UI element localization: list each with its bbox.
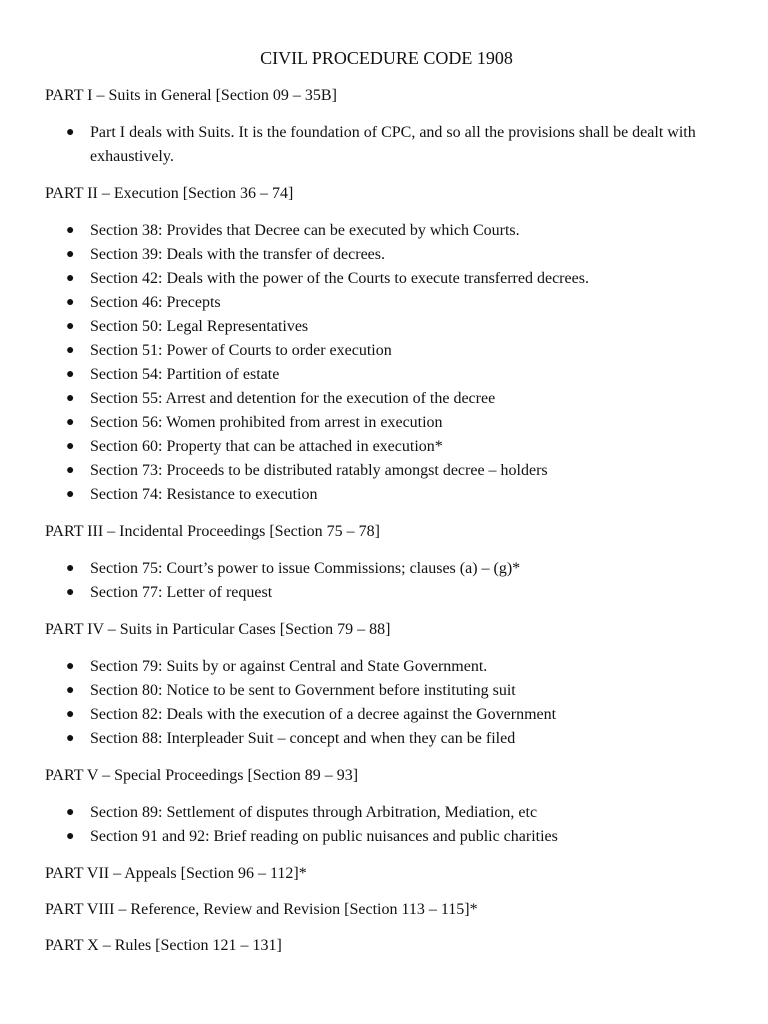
list-item-text: Section 74: Resistance to execution	[90, 486, 318, 503]
part-section	[45, 765, 728, 849]
list-item	[45, 459, 728, 483]
part-heading: PART IV – Suits in Particular Cases [Section 79 – 88]	[45, 621, 391, 638]
part-heading: PART V – Special Proceedings [Section 89 – 93]	[45, 767, 359, 784]
bullet-icon: ●	[66, 731, 75, 746]
list-item-text: Section 79: Suits by or against Central and State Government.	[90, 658, 488, 675]
list-item-text: Section 54: Partition of estate	[90, 366, 280, 383]
section-list	[45, 655, 728, 751]
list-item	[45, 801, 728, 825]
bullet-icon: ●	[66, 343, 75, 358]
list-item	[45, 825, 728, 849]
list-item-text: Section 73: Proceeds to be distributed ratably amongst decree – holders	[90, 462, 548, 479]
part-section	[45, 619, 728, 751]
list-item	[45, 679, 728, 703]
section-list	[45, 219, 728, 507]
list-item	[45, 339, 728, 363]
list-item-text: Section 75: Court’s power to issue Commissions; clauses (a) – (g)*	[90, 560, 521, 577]
bullet-icon: ●	[66, 683, 75, 698]
bullet-icon: ●	[66, 707, 75, 722]
section-list	[45, 801, 728, 849]
list-item	[45, 557, 728, 581]
part-heading: PART III – Incidental Proceedings [Section 75 – 78]	[45, 523, 380, 540]
bullet-icon: ●	[66, 247, 75, 262]
list-item-text: Section 39: Deals with the transfer of decrees.	[90, 246, 386, 263]
list-item	[45, 387, 728, 411]
list-item	[45, 291, 728, 315]
list-item-text: Section 42: Deals with the power of the Courts to execute transferred decrees.	[90, 270, 589, 287]
list-item-text: Section 77: Letter of request	[90, 584, 273, 601]
bullet-icon: ●	[66, 585, 75, 600]
bullet-icon: ●	[66, 805, 75, 820]
bullet-icon: ●	[66, 415, 75, 430]
list-item	[45, 435, 728, 459]
list-item	[45, 315, 728, 339]
part-heading: PART VII – Appeals [Section 96 – 112]*	[45, 865, 307, 882]
bullet-icon: ●	[66, 439, 75, 454]
list-item-text: Section 89: Settlement of disputes through Arbitration, Mediation, etc	[90, 804, 538, 821]
list-item-text: Section 88: Interpleader Suit – concept and when they can be filed	[90, 730, 516, 747]
bullet-icon: ●	[66, 271, 75, 286]
document-title: CIVIL PROCEDURE CODE 1908	[260, 48, 513, 68]
list-item	[45, 581, 728, 605]
part-heading: PART X – Rules [Section 121 – 131]	[45, 937, 282, 954]
list-item	[45, 703, 728, 727]
list-item	[45, 655, 728, 679]
list-item-text: Section 56: Women prohibited from arrest in execution	[90, 414, 443, 431]
list-item-text: Section 50: Legal Representatives	[90, 318, 309, 335]
part-heading: PART I – Suits in General [Section 09 – 35B]	[45, 87, 337, 104]
list-item	[45, 243, 728, 267]
list-item-text: Section 60: Property that can be attached in execution*	[90, 438, 443, 455]
section-list	[45, 121, 728, 169]
list-item	[45, 483, 728, 507]
bullet-icon: ●	[66, 367, 75, 382]
bullet-icon: ●	[66, 295, 75, 310]
part-section	[45, 183, 728, 507]
part-section	[45, 863, 728, 885]
bullet-icon: ●	[66, 223, 75, 238]
list-item-text: Section 82: Deals with the execution of a decree against the Government	[90, 706, 557, 723]
list-item	[45, 363, 728, 387]
list-item	[45, 121, 728, 169]
list-item-text: Section 46: Precepts	[90, 294, 221, 311]
part-section	[45, 935, 728, 957]
list-item	[45, 219, 728, 243]
list-item-text: Section 91 and 92: Brief reading on public nuisances and public charities	[90, 828, 558, 845]
bullet-icon: ●	[66, 487, 75, 502]
list-item	[45, 727, 728, 751]
bullet-icon: ●	[66, 391, 75, 406]
bullet-icon: ●	[66, 561, 75, 576]
part-section	[45, 521, 728, 605]
part-heading: PART VIII – Reference, Review and Revision [Section 113 – 115]*	[45, 901, 478, 918]
parts-container	[45, 85, 728, 957]
bullet-icon: ●	[66, 829, 75, 844]
list-item-text: Section 55: Arrest and detention for the execution of the decree	[90, 390, 496, 407]
bullet-icon: ●	[66, 125, 75, 140]
bullet-icon: ●	[66, 319, 75, 334]
list-item	[45, 411, 728, 435]
part-section	[45, 899, 728, 921]
list-item-text: Section 80: Notice to be sent to Government before instituting suit	[90, 682, 516, 699]
list-item-text: Section 51: Power of Courts to order execution	[90, 342, 392, 359]
section-list	[45, 557, 728, 605]
bullet-icon: ●	[66, 463, 75, 478]
list-item	[45, 267, 728, 291]
list-item-text: Section 38: Provides that Decree can be executed by which Courts.	[90, 222, 520, 239]
bullet-icon: ●	[66, 659, 75, 674]
list-item-text: Part I deals with Suits. It is the foundation of CPC, and so all the provisions shall be dealt with exhaustively.	[90, 124, 696, 165]
part-section	[45, 85, 728, 169]
part-heading: PART II – Execution [Section 36 – 74]	[45, 185, 294, 202]
